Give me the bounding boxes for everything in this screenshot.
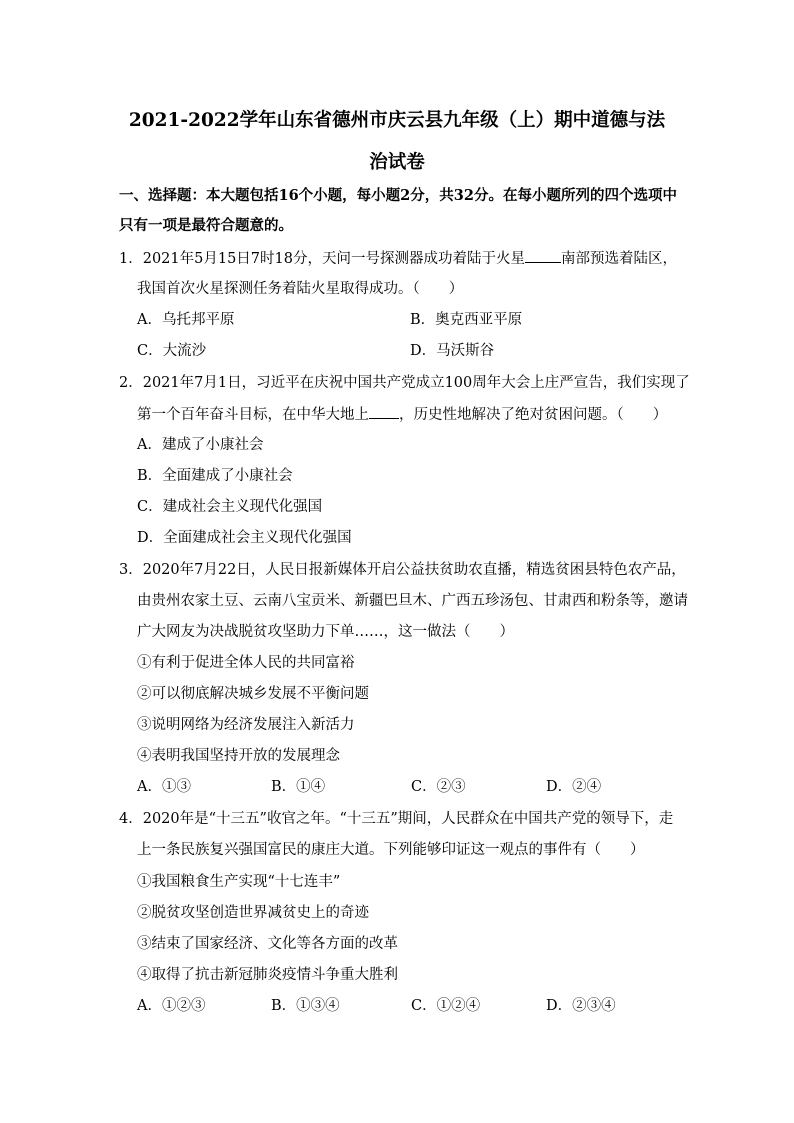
q3-item-1: ①有利于促进全体人民的共同富裕 — [137, 655, 355, 671]
q3-option-a: A．①③ — [137, 779, 191, 795]
q3-option-c: C．②③ — [411, 779, 466, 795]
q2-option-a: A．建成了小康社会 — [137, 437, 264, 453]
q1-option-a: A．乌托邦平原 — [137, 312, 235, 328]
q4-stem-line1: 4．2020年是“十三五”收官之年。“十三五”期间，人民群众在中国共产党的领导下，走 — [119, 811, 674, 827]
q4-option-b: B．①③④ — [271, 998, 340, 1014]
q3-item-3: ③说明网络为经济发展注入新活力 — [137, 717, 355, 733]
q2-option-d: D．全面建成社会主义现代化强国 — [137, 530, 352, 546]
q4-option-c: C．①②④ — [411, 998, 481, 1014]
q1-option-c: C．大流沙 — [137, 343, 207, 359]
q1-stem-part1: 1．2021年5月15日7时18分，天问一号探测器成功着陆于火星 — [119, 251, 525, 267]
q4-item-4: ④取得了抗击新冠肺炎疫情斗争重大胜利 — [137, 967, 398, 983]
page-title-line1: 2021-2022学年山东省德州市庆云县九年级（上）期中道德与法 — [128, 110, 666, 131]
q1-stem-part2: 南部预选着陆区， — [560, 251, 677, 267]
section-heading-line1: 一、选择题：本大题包括16个小题，每小题2分，共32分。在每小题所列的四个选项中 — [119, 187, 677, 204]
q3-stem-line2: 由贵州农家土豆、云南八宝贡米、新疆巴旦木、广西五珍汤包、甘肃西和粉条等，邀请 — [137, 593, 688, 609]
q4-stem-line2: 上一条民族复兴强国富民的康庄大道。下列能够印证这一观点的事件有（ ） — [137, 842, 645, 858]
q2-option-b: B．全面建成了小康社会 — [137, 468, 293, 484]
q3-item-2: ②可以彻底解决城乡发展不平衡问题 — [137, 686, 369, 702]
q2-stem-part2: ，历史性地解决了绝对贫困问题。（ ） — [399, 407, 668, 423]
q4-item-1: ①我国粮食生产实现“十七连丰” — [137, 874, 341, 890]
q1-answer-blank — [525, 248, 561, 263]
q2-stem-line1: 2．2021年7月1日，习近平在庆祝中国共产党成立100周年大会上庄严宣告，我们实现了 — [119, 375, 690, 391]
section-heading-line2: 只有一项是最符合题意的。 — [119, 217, 293, 234]
q4-option-d: D．②③④ — [546, 998, 616, 1014]
q4-item-3: ③结束了国家经济、文化等各方面的改革 — [137, 936, 398, 952]
q3-stem-line3: 广大网友为决战脱贫攻坚助力下单……，这一做法（ ） — [137, 624, 514, 640]
q2-stem-line2 — [137, 404, 667, 425]
q3-option-d: D．②④ — [546, 779, 602, 795]
q1-option-b: B．奥克西亚平原 — [410, 312, 523, 328]
q2-answer-blank — [369, 404, 399, 419]
q3-item-4: ④表明我国坚持开放的发展理念 — [137, 748, 340, 764]
page-title-line2: 治试卷 — [369, 152, 425, 173]
q4-item-2: ②脱贫攻坚创造世界减贫史上的奇迹 — [137, 905, 369, 921]
q3-stem-line1: 3．2020年7月22日，人民日报新媒体开启公益扶贫助农直播，精选贫困县特色农产品， — [119, 562, 686, 578]
q1-stem-line1 — [119, 248, 677, 269]
q2-option-c: C．建成社会主义现代化强国 — [137, 499, 323, 515]
q1-option-d: D．马沃斯谷 — [410, 343, 495, 359]
q2-stem-part1: 第一个百年奋斗目标，在中华大地上 — [137, 407, 369, 423]
q1-stem-line2: 我国首次火星探测任务着陆火星取得成功。（ ） — [137, 281, 464, 297]
q3-option-b: B．①④ — [271, 779, 326, 795]
q4-option-a: A．①②③ — [137, 998, 206, 1014]
